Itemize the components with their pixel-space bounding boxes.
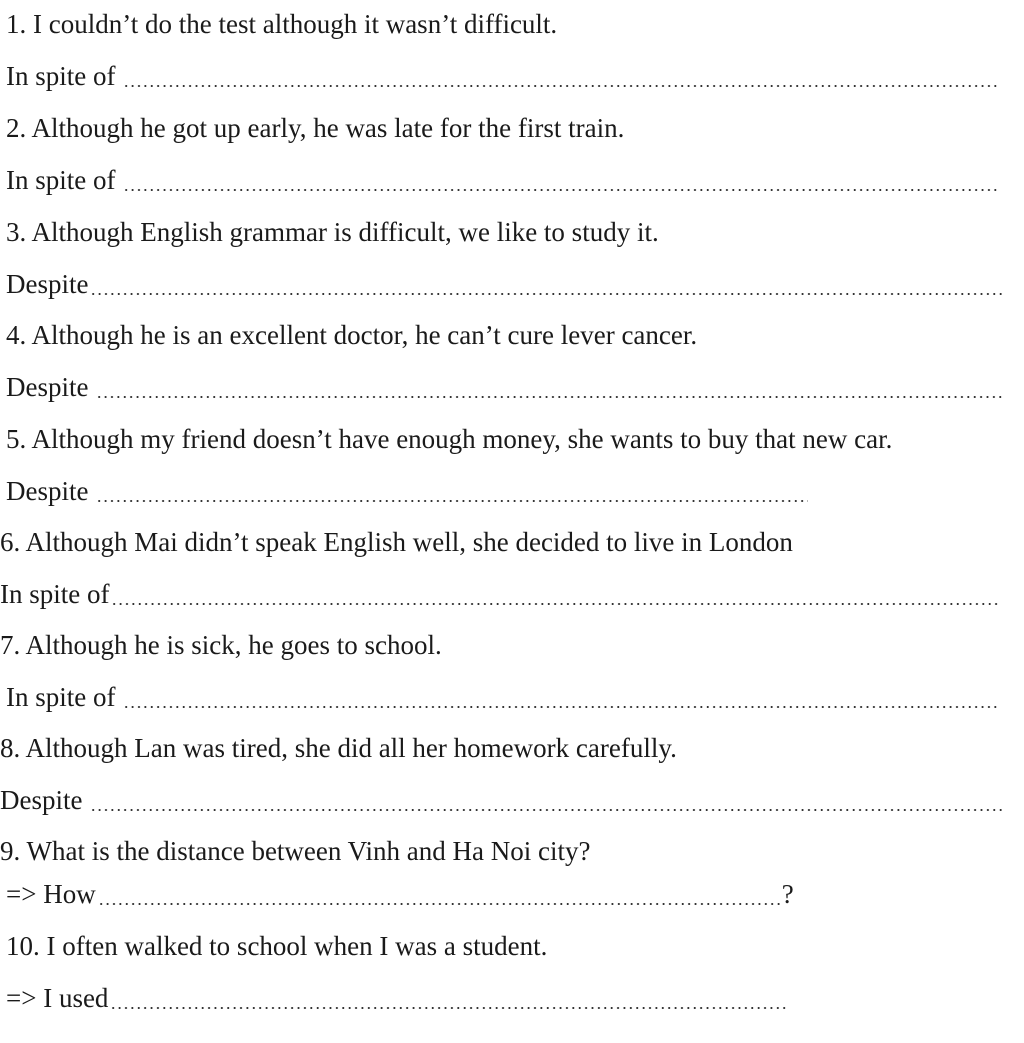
answer-prompt: Despite	[6, 476, 89, 506]
question-5-answer-line[interactable]	[6, 471, 808, 511]
question-3-sentence: 3. Although English grammar is difficult, we like to study it.	[6, 217, 659, 247]
answer-blank[interactable]	[96, 500, 808, 502]
question-7-sentence: 7. Although he is sick, he goes to school.	[0, 630, 442, 660]
answer-prompt: In spite of	[6, 61, 116, 91]
answer-prompt: Despite	[6, 372, 89, 402]
answer-blank[interactable]	[111, 603, 1001, 605]
question-4-sentence: 4. Although he is an excellent doctor, he can’t cure lever cancer.	[6, 320, 698, 350]
answer-blank[interactable]	[90, 809, 1004, 811]
answer-prompt: => I used	[6, 983, 109, 1013]
question-2-sentence: 2. Although he got up early, he was late for the first train.	[6, 113, 625, 143]
question-2-answer-line[interactable]	[6, 160, 997, 200]
answer-blank[interactable]	[123, 706, 997, 708]
answer-prompt: Despite	[0, 785, 83, 815]
answer-prompt: Despite	[6, 269, 89, 299]
answer-prompt: In spite of	[0, 579, 110, 609]
answer-blank[interactable]	[110, 1007, 786, 1009]
answer-blank[interactable]	[123, 189, 997, 191]
question-5-sentence: 5. Although my friend doesn’t have enough money, she wants to buy that new car.	[6, 424, 893, 454]
question-1-sentence: 1. I couldn’t do the test although it wasn’t difficult.	[6, 9, 558, 39]
question-10-sentence: 10. I often walked to school when I was a student.	[6, 931, 548, 961]
question-3-answer-line[interactable]	[6, 264, 1002, 304]
question-6-answer-line[interactable]	[0, 574, 1001, 614]
question-9-answer-line[interactable]	[6, 874, 794, 914]
answer-blank[interactable]	[90, 293, 1002, 295]
question-1-answer-line[interactable]	[6, 56, 997, 96]
question-4-answer-line[interactable]	[6, 367, 1002, 407]
question-9-sentence: 9. What is the distance between Vinh and Ha Noi city?	[0, 836, 591, 866]
answer-prompt: In spite of	[6, 165, 116, 195]
question-10-answer-line[interactable]	[6, 978, 786, 1018]
question-8-answer-line[interactable]	[0, 780, 1004, 820]
answer-blank[interactable]	[123, 85, 997, 87]
answer-blank[interactable]	[96, 396, 1002, 398]
question-8-sentence: 8. Although Lan was tired, she did all her homework carefully.	[0, 733, 677, 763]
answer-question-mark: ?	[781, 879, 794, 909]
answer-prompt: In spite of	[6, 682, 116, 712]
question-7-answer-line[interactable]	[6, 677, 997, 717]
answer-prompt: => How	[6, 879, 96, 909]
question-6-sentence: 6. Although Mai didn’t speak English well, she decided to live in London	[0, 527, 793, 557]
answer-blank[interactable]	[98, 903, 780, 905]
